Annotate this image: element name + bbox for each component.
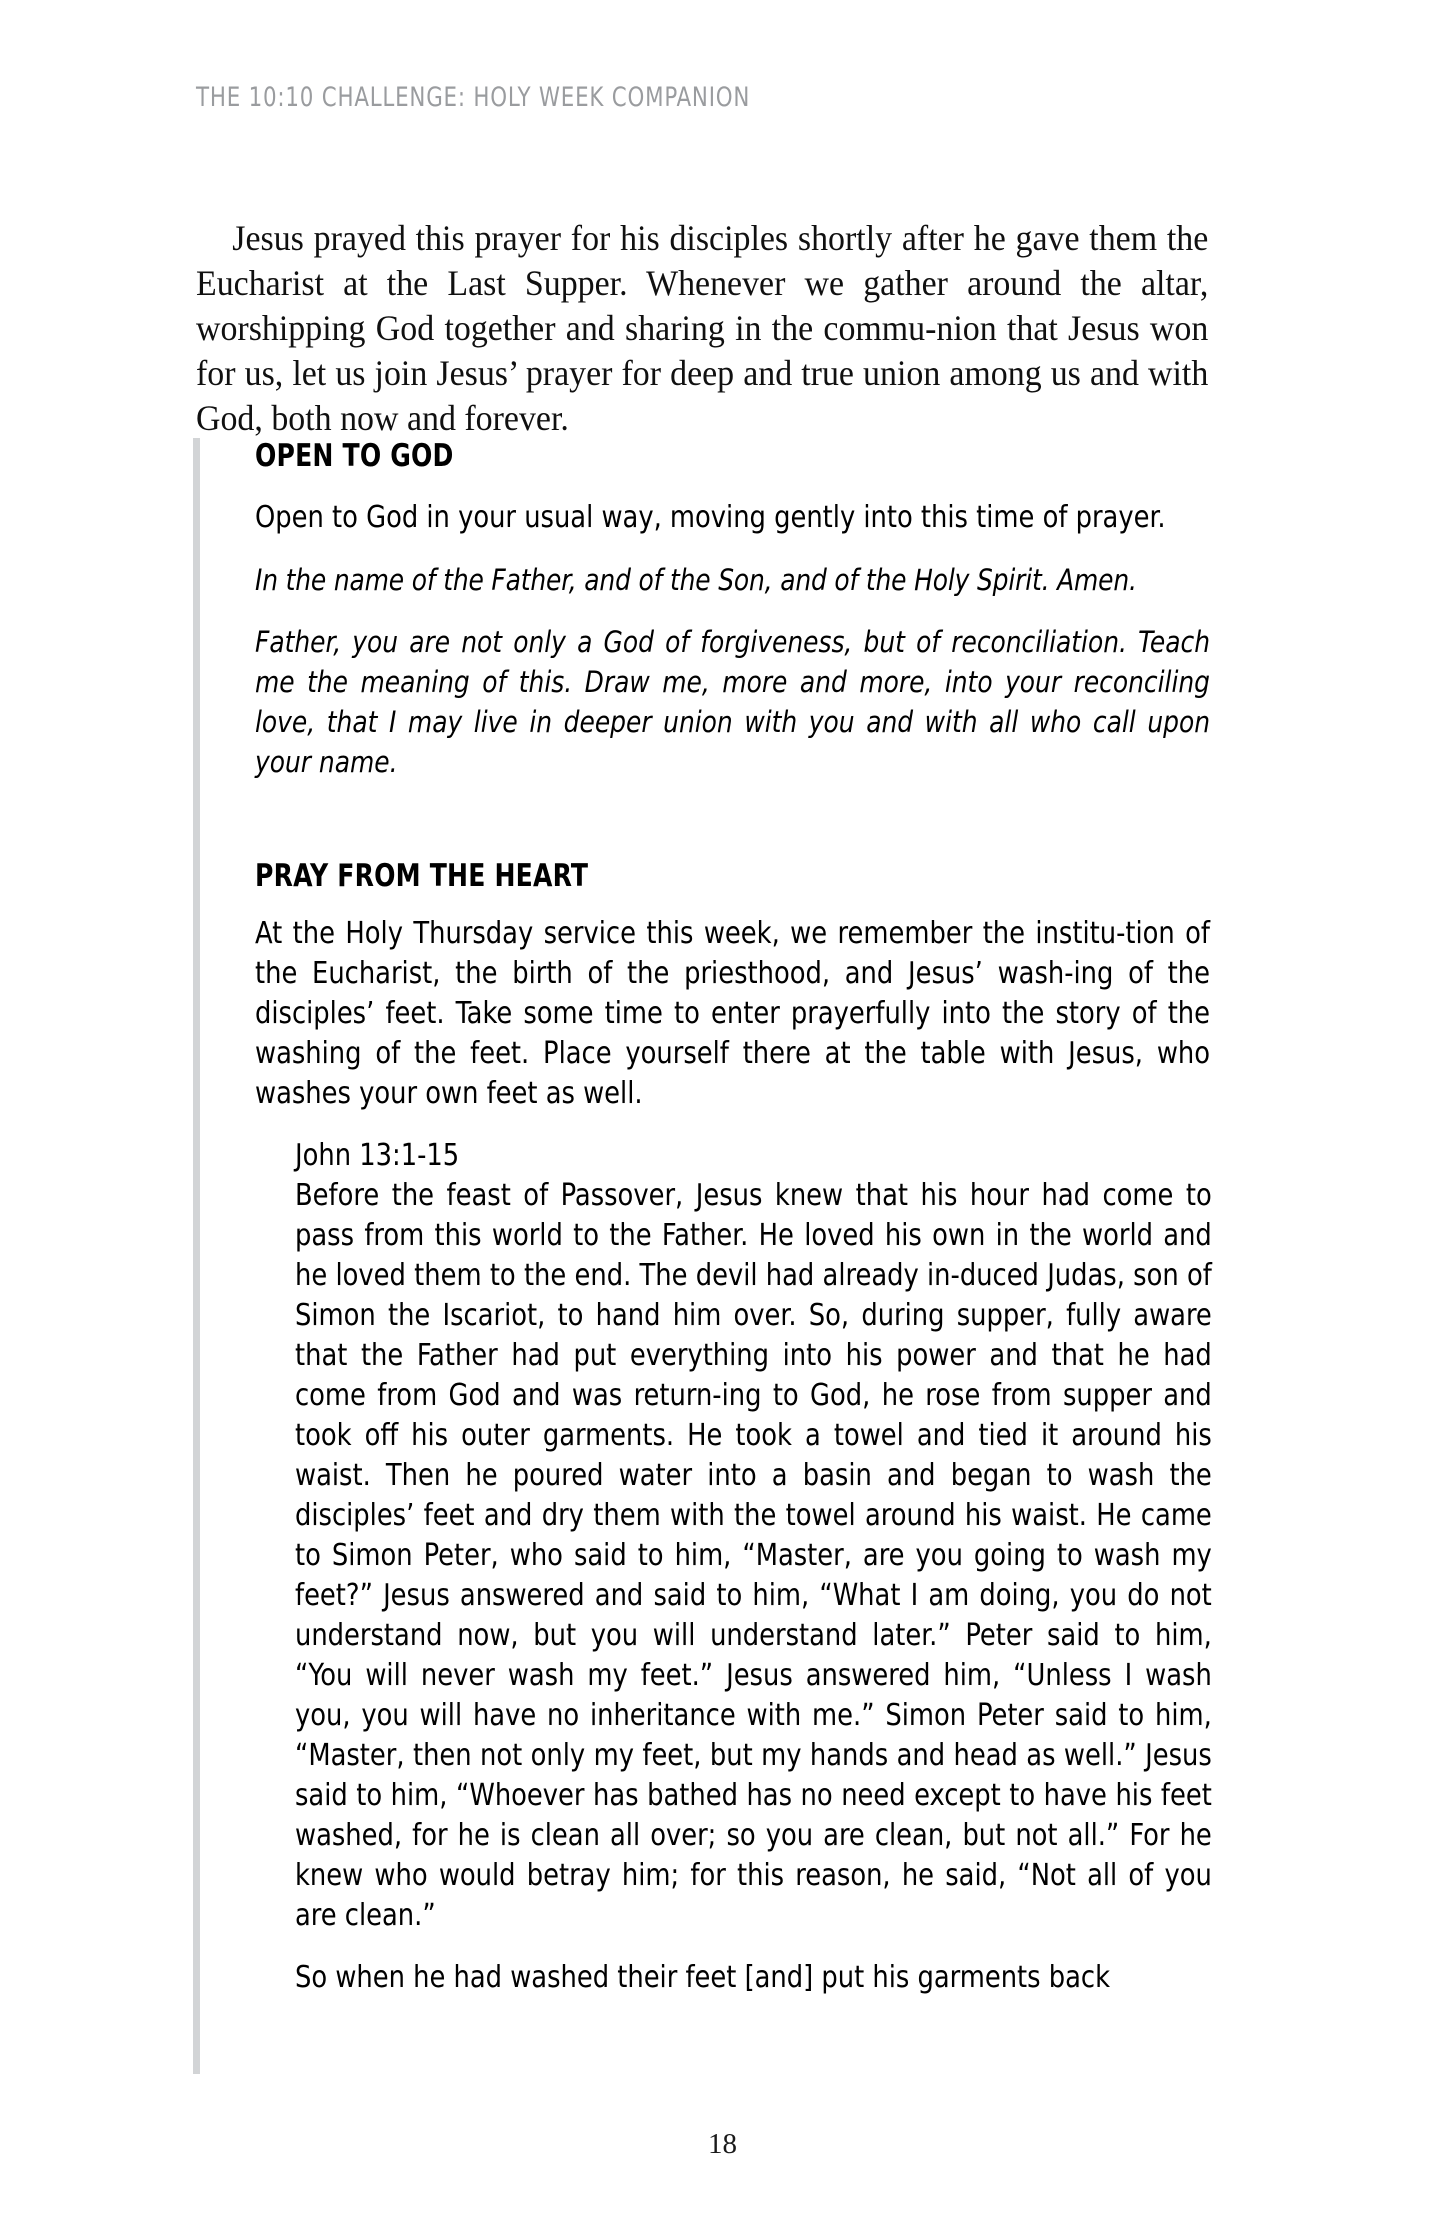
section-heading-open-to-god: OPEN TO GOD xyxy=(255,438,454,474)
intro-paragraph: Jesus prayed this prayer for his disciples shortly after he gave them the Eucharist at the Last Supper. Whenever we gather around the altar, worshipping God together and sharing in the commu‐nion that Jesus won for us, let us join Jesus’ prayer for deep and true union among us and with God, both now and forever. xyxy=(196,217,1209,438)
scripture-block xyxy=(295,1136,1255,1998)
running-head: THE 10:10 CHALLENGE: HOLY WEEK COMPANION xyxy=(196,82,751,113)
section-vertical-rule xyxy=(193,438,200,2074)
page-number: 18 xyxy=(708,2128,737,2160)
open-to-god-body: Open to God in your usual way, moving gently into this time of prayer. xyxy=(255,500,1166,535)
pray-from-heart-body: At the Holy Thursday service this week, we remember the institu‐tion of the Eucharist, the birth of the priesthood, and Jesus’ wash‐ing of the disciples’ feet. Take some time to enter prayerfully into the story of the washing of the feet. Place yourself there at the table with Jesus, who washes your own feet as well. xyxy=(255,916,1210,1111)
scripture-reference: John 13:1-15 xyxy=(295,1138,460,1173)
prayer-section-block xyxy=(255,438,1255,2020)
section-spacer xyxy=(255,804,1255,858)
scripture-paragraph-1: Before the feast of Passover, Jesus knew that his hour had come to pass from this world to the Father. He loved his own in the world and he loved them to the end. The devil had already in‐duced Judas, son of Simon the Iscariot, to hand him over. So, during supper, fully aware that the Father had put everything into his power and that he had come from God and was return‐ing to God, he rose from supper and took off his outer garments. He took a towel and tied it around his waist. Then he poured water into a basin and began to wash the disciples’ feet and dry them with the towel around his waist. He came to Simon Peter, who said to him, “Master, are you going to wash my feet?” Jesus answered and said to him, “What I am doing, you do not understand now, but you will understand later.” Peter said to him, “You will never wash my feet.” Jesus answered him, “Unless I wash you, you will have no inheritance with me.” Simon Peter said to him, “Master, then not only my feet, but my hands and head as well.” Jesus said to him, “Whoever has bathed has no need except to have his feet washed, for he is clean all over; so you are clean, but not all.” For he knew who would betray him; for this reason, he said, “Not all of you are clean.” xyxy=(295,1178,1212,1933)
section-heading-pray-from-the-heart: PRAY FROM THE HEART xyxy=(255,858,589,894)
scripture-paragraph-2: So when he had washed their feet [and] put his garments back xyxy=(295,1960,1111,1995)
prayer-line-trinitarian: In the name of the Father, and of the Son, and of the Holy Spirit. Amen. xyxy=(255,563,1137,597)
prayer-line-father: Father, you are not only a God of forgiveness, but of reconciliation. Teach me the meaning of this. Draw me, more and more, into your reconciling love, that I may live in deeper union with you and with all who call upon your name. xyxy=(255,625,1210,779)
